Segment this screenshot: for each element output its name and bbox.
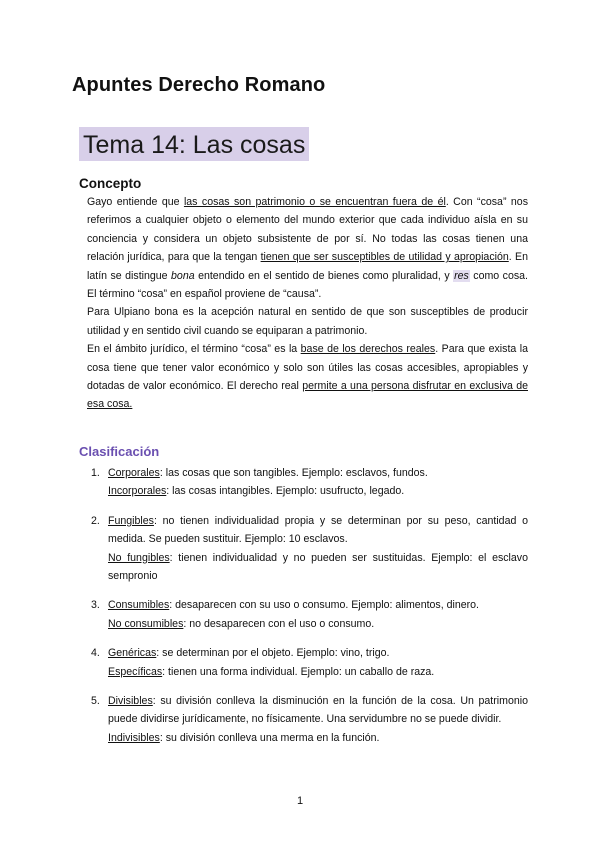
definition: : las cosas que son tangibles. Ejemplo: esclavos, fundos.: [159, 467, 428, 479]
definition: : no tienen individualidad propia y se determinan por su peso, cantidad o medida. Se pueden sustituir. Ejemplo: 10 esclavos.: [108, 514, 528, 546]
page-number: 1: [296, 795, 304, 807]
text-run: . Con “cosa” nos referimos a cualquier objeto o elemento del mundo exterior que cada individuo aísla en su conciencia y considera un objeto subsistente de por sí. No todas las cosas tienen una relación jurídica, para que la tengan: [87, 196, 528, 264]
item-line: [108, 692, 528, 729]
list-item: [87, 464, 528, 501]
definition: : su división conlleva una merma en la función.: [159, 731, 380, 744]
item-line: [108, 596, 528, 614]
definition: : no desaparecen con el uso o consumo.: [183, 617, 375, 630]
paragraph-ambito-juridico: [87, 340, 528, 414]
underlined-phrase: las cosas son patrimonio o se encuentran fuera de él: [183, 196, 446, 208]
item-line: [108, 729, 528, 747]
paragraph-ulpiano: Para Ulpiano bona es la acepción natural en sentido de que son susceptibles de producir utilidad y en sentido civil cuando se equiparan a patrimonio.: [87, 306, 528, 337]
definition: : tienen individualidad y no pueden ser sustituidas. Ejemplo: el esclavo sempronio: [108, 551, 528, 583]
section-heading-clasificacion: Clasificación: [79, 444, 160, 459]
text-run: Gayo entiende que: [87, 196, 184, 208]
term: Divisibles: [108, 695, 153, 708]
list-item: [87, 512, 528, 586]
section-heading-concepto: Concepto: [79, 176, 142, 191]
item-line: [108, 482, 528, 500]
italic-term-bona: bona: [171, 269, 195, 282]
paragraph-gayo: [87, 193, 528, 303]
underlined-phrase: tienen que ser susceptibles de utilidad y apropiación: [260, 251, 509, 264]
item-line: [108, 663, 528, 681]
list-number: 1.: [91, 467, 100, 479]
term: Incorporales: [108, 485, 167, 498]
topic-heading: Tema 14: Las cosas: [79, 127, 309, 161]
list-number: 4.: [91, 647, 100, 660]
concepto-text: [87, 193, 528, 414]
item-line: [108, 549, 528, 586]
definition: : se determinan por el objeto. Ejemplo: vino, trigo.: [156, 647, 390, 660]
list-number: 5.: [91, 695, 100, 708]
definition: : su división conlleva la disminución en la función de la cosa. Un patrimonio puede dividirse jurídicamente, no físicamente. Una servidumbre no se puede dividir.: [108, 695, 528, 726]
underlined-phrase: base de los derechos reales: [300, 343, 436, 356]
list-number: 2.: [91, 514, 100, 527]
term: No fungibles: [108, 551, 170, 564]
term: Fungibles: [108, 514, 154, 527]
text-run: . En latín se distingue: [87, 251, 528, 282]
item-line: [108, 615, 528, 633]
definition: : las cosas intangibles. Ejemplo: usufructo, legado.: [166, 485, 405, 498]
list-item: [87, 596, 528, 633]
text-run: En el ámbito jurídico, el término “cosa” es la: [87, 343, 301, 356]
term: Indivisibles: [108, 731, 160, 744]
term: Consumibles: [108, 599, 170, 612]
term: No consumibles: [108, 617, 184, 630]
document-title: Apuntes Derecho Romano: [72, 74, 326, 96]
list-item: [87, 644, 528, 681]
underlined-phrase: permite a una persona disfrutar en exclusiva de esa cosa.: [87, 380, 528, 411]
text-run: como cosa. El término “cosa” en español proviene de “causa”.: [87, 269, 528, 301]
definition: : tienen una forma individual. Ejemplo: un caballo de raza.: [162, 665, 435, 678]
highlighted-term-res: res: [454, 269, 469, 282]
classification-list: [87, 464, 528, 747]
term: Corporales: [108, 467, 160, 479]
text-run: . Para que exista la cosa tiene que tener valor económico y solo son útiles las cosas accesibles, apropiables y dotadas de valor económico. El derecho real: [87, 343, 528, 393]
text-run: entendido en el sentido de bienes como pluralidad, y: [194, 269, 454, 282]
definition: : desaparecen con su uso o consumo. Ejemplo: alimentos, dinero.: [169, 599, 479, 612]
list-number: 3.: [91, 599, 100, 612]
item-line: [108, 512, 528, 549]
item-line: [108, 464, 528, 482]
term: Genéricas: [108, 647, 157, 660]
term: Específicas: [108, 665, 163, 678]
item-line: [108, 644, 528, 662]
list-item: [87, 692, 528, 747]
